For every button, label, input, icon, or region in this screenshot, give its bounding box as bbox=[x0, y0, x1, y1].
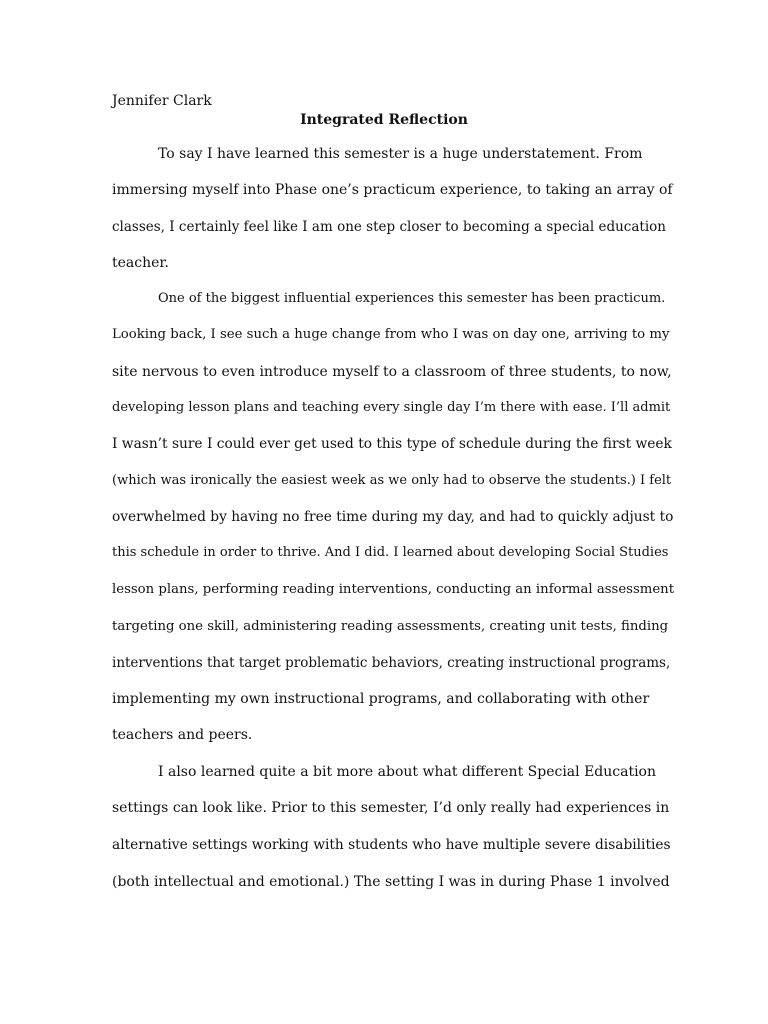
body-line: settings can look like. Prior to this semester, I’d only really had experiences in bbox=[112, 800, 670, 816]
body-line: teacher. bbox=[112, 255, 170, 271]
body-line: To say I have learned this semester is a huge understatement. From bbox=[158, 146, 643, 162]
body-line: I wasn’t sure I could ever get used to this type of schedule during the first week bbox=[112, 436, 672, 452]
body-line: implementing my own instructional programs, and collaborating with other bbox=[112, 691, 650, 707]
body-line: overwhelmed by having no free time during my day, and had to quickly adjust to bbox=[112, 509, 674, 525]
body-line: site nervous to even introduce myself to a classroom of three students, to now, bbox=[112, 364, 672, 380]
body-line: (which was ironically the easiest week as we only had to observe the students.) I felt bbox=[112, 473, 672, 488]
author-name: Jennifer Clark bbox=[112, 93, 212, 109]
body-line: Looking back, I see such a huge change from who I was on day one, arriving to my bbox=[112, 327, 670, 342]
body-line: targeting one skill, administering reading assessments, creating unit tests, finding bbox=[112, 619, 669, 634]
body-line: immersing myself into Phase one’s practicum experience, to taking an array of bbox=[112, 182, 673, 198]
body-line: I also learned quite a bit more about what different Special Education bbox=[158, 764, 657, 780]
body-line: this schedule in order to thrive. And I did. I learned about developing Social Studies bbox=[112, 545, 669, 560]
body-line: classes, I certainly feel like I am one step closer to becoming a special education bbox=[112, 219, 666, 235]
body-line: alternative settings working with students who have multiple severe disabilities bbox=[112, 837, 671, 853]
document-title: Integrated Reflection bbox=[300, 112, 468, 128]
body-line: teachers and peers. bbox=[112, 727, 253, 743]
body-line: (both intellectual and emotional.) The setting I was in during Phase 1 involved bbox=[112, 874, 670, 890]
body-line: One of the biggest influential experiences this semester has been practicum. bbox=[158, 291, 666, 306]
body-line: lesson plans, performing reading interventions, conducting an informal assessment bbox=[112, 582, 675, 597]
body-line: developing lesson plans and teaching every single day I’m there with ease. I’ll admit bbox=[112, 400, 671, 415]
body-line: interventions that target problematic behaviors, creating instructional programs, bbox=[112, 655, 671, 671]
